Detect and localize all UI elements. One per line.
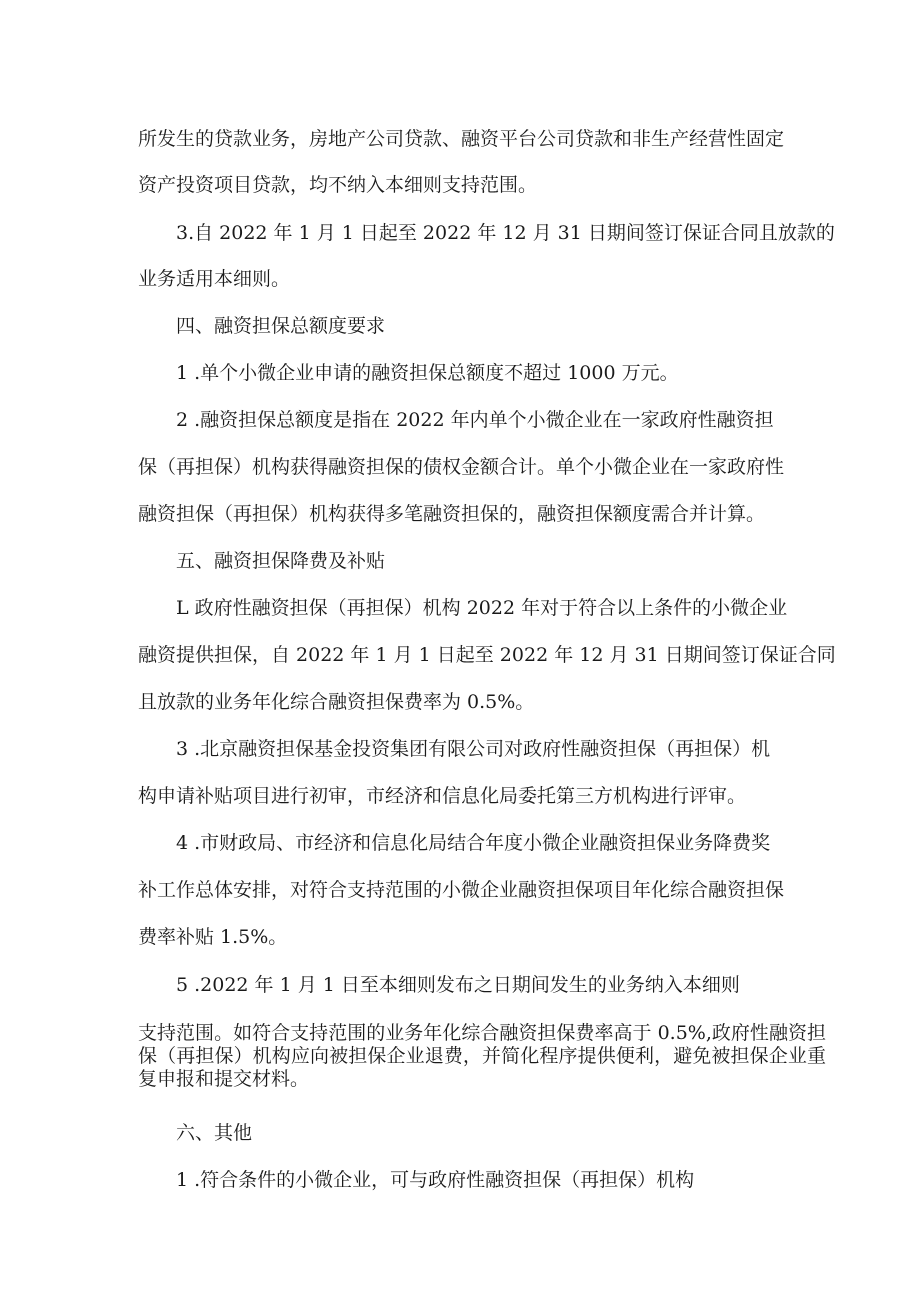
paragraph-line: 且放款的业务年化综合融资担保费率为 0.5%。 (138, 691, 535, 713)
section-heading-5: 五、融资担保降费及补贴 (176, 550, 386, 572)
paragraph-block: 支持范围。如符合支持范围的业务年化综合融资担保费率高于 0.5%,政府性融资担保（再担保）机构应向被担保企业退费，并简化程序提供便利，避免被担保企业重复申报和提交材料。 (138, 1022, 826, 1090)
paragraph-line: 3 .北京融资担保基金投资集团有限公司对政府性融资担保（再担保）机 (176, 738, 771, 760)
paragraph-line: 所发生的贷款业务，房地产公司贷款、融资平台公司贷款和非生产经营性固定 (138, 128, 785, 150)
paragraph-line: 补工作总体安排，对符合支持范围的小微企业融资担保项目年化综合融资担保 (138, 879, 785, 901)
paragraph-line: 4 .市财政局、市经济和信息化局结合年度小微企业融资担保业务降费奖 (176, 832, 771, 854)
paragraph-line: 业务适用本细则。 (138, 268, 291, 290)
paragraph-line: 1 .单个小微企业申请的融资担保总额度不超过 1000 万元。 (176, 362, 679, 384)
paragraph-line: 资产投资项目贷款，均不纳入本细则支持范围。 (138, 174, 538, 196)
paragraph-line: 3.自 2022 年 1 月 1 日起至 2022 年 12 月 31 日期间签订保证合同且放款的 (176, 222, 835, 244)
section-heading-6: 六、其他 (176, 1122, 253, 1144)
paragraph-line: 融资担保（再担保）机构获得多笔融资担保的，融资担保额度需合并计算。 (138, 503, 766, 525)
section-heading-4: 四、融资担保总额度要求 (176, 315, 386, 337)
paragraph-line: 保（再担保）机构获得融资担保的债权金额合计。单个小微企业在一家政府性 (138, 456, 785, 478)
paragraph-line: 构申请补贴项目进行初审，市经济和信息化局委托第三方机构进行评审。 (138, 785, 747, 807)
paragraph-line: 费率补贴 1.5%。 (138, 926, 288, 948)
paragraph-line: 融资提供担保，自 2022 年 1 月 1 日起至 2022 年 12 月 31 日期间签订保证合同 (138, 644, 836, 666)
paragraph-line: 2 .融资担保总额度是指在 2022 年内单个小微企业在一家政府性融资担 (176, 409, 774, 431)
paragraph-line: 1 .符合条件的小微企业，可与政府性融资担保（再担保）机构 (176, 1169, 695, 1191)
paragraph-line: L 政府性融资担保（再担保）机构 2022 年对于符合以上条件的小微企业 (176, 597, 788, 619)
paragraph-line: 5 .2022 年 1 月 1 日至本细则发布之日期间发生的业务纳入本细则 (176, 974, 740, 996)
